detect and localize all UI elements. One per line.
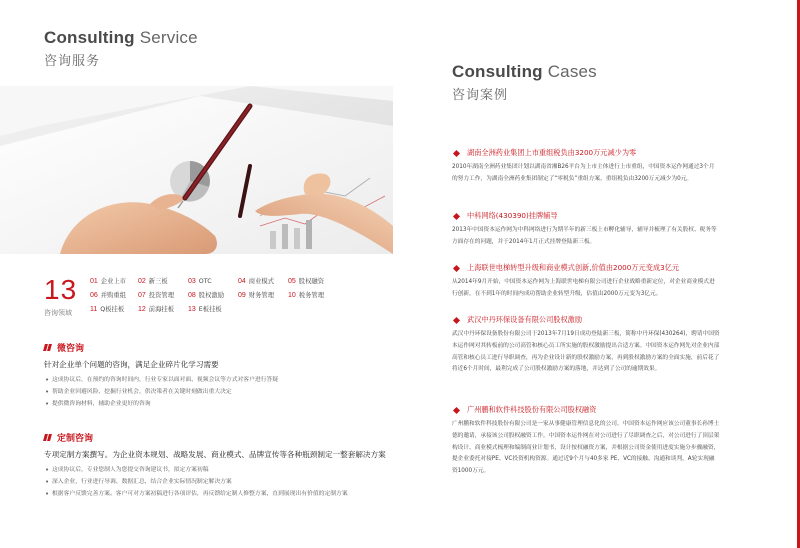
service-heading [44, 28, 198, 69]
fields-caption: 咨询领域 [44, 309, 72, 317]
field-label: 新三板 [148, 278, 168, 285]
custom-consulting-list [44, 464, 394, 500]
list-item: • 这成协议后，在预约的咨询时间内，行业专家以面对面、视频会议等方式对客户进行答疑 [44, 374, 394, 386]
field-label: 并购重组 [100, 292, 126, 299]
case-body: 武汉中丹环保设备股份有限公司于2013年7月19日成功登陆新三板，简称中丹环保(430264)，聘请中国资本运作网对其转板前的公司高管和核心员工所实施的股权激励提出合适方案。中国资本运作网先对企业内部高管和核心员工进行导职调查，再为企业设计新的股权激励方案，再到股权激励方案的全面实施，前后花了将近6个月时间，最利完成了公司股权激励方案的落地，并达到了公司的逾期效果。 [452, 331, 720, 373]
fields-count: 13 [44, 274, 78, 305]
case-body: 广州鹏和软件科技股份有限公司是一家从事健康管理信息化的公司。中国资本运作网应该公司董事长孙博士德的邀请，承接该公司股权融资工作。中国资本运作网在对公司进行了尽职调查之后，对公司进行了顶层架构设计、商业模式梳理和编制商业计划书，设计按权融资方案，并根据公司资金使用进度实施分步骤融资，提企业委托对接PE、VC投资机构资源。通过近9个月与40多家 PE、VC的接触、沟通和谈判，A轮实现融资1000万元。 [452, 421, 720, 475]
field-item [288, 291, 338, 301]
list-item: • 提供微咨询材料，辅助企业更好的咨询 [44, 398, 394, 410]
service-title-en-bold: Consulting [44, 28, 135, 47]
custom-consulting-section [44, 430, 394, 500]
field-num: 03 [188, 278, 196, 285]
field-num: 05 [288, 278, 296, 285]
case-body: 从2014年9月开始，中国资本运作网为上海联世电梯有限公司进行企业战略重新定位，对企业商业模式进行创新，在不到1年的时间内成功帮助企业转型升级，估值由2000万元变为3亿元。 [452, 279, 715, 297]
case-title: 武汉中丹环保设备有限公司股权激励 [467, 315, 583, 324]
field-label: 投资管理 [148, 292, 174, 299]
micro-consulting-title: 微咨询 [57, 343, 85, 354]
quote-icon [44, 433, 53, 442]
cases-title-en-light: Cases [542, 62, 597, 81]
custom-consulting-header [44, 430, 394, 444]
custom-consulting-title: 定制咨询 [57, 433, 94, 444]
field-label: 商业模式 [248, 278, 274, 285]
micro-consulting-header [44, 340, 394, 354]
business-photo [0, 86, 393, 254]
field-num: 04 [238, 278, 246, 285]
diamond-bullet-icon [453, 212, 460, 219]
field-item [288, 277, 338, 287]
field-label: 前海挂板 [148, 306, 174, 313]
hands-with-pen-illustration [0, 86, 393, 254]
field-num: 06 [90, 292, 98, 299]
field-label: OTC [198, 278, 212, 285]
field-label: 财务管理 [248, 292, 274, 299]
field-num: 10 [288, 292, 296, 299]
field-num: 01 [90, 278, 98, 285]
list-item: • 帮助企业回避风险、挖掘行业机会，供决策者在关键时刻做出重大决定 [44, 386, 394, 398]
cases-title-en [452, 62, 597, 82]
case-header [452, 404, 722, 416]
diamond-bullet-icon [453, 406, 460, 413]
field-num: 07 [138, 292, 146, 299]
case-item [452, 404, 722, 478]
case-title: 广州鹏和软件科技股份有限公司股权融资 [467, 405, 597, 414]
field-num: 09 [238, 292, 246, 299]
list-item: • 深入企业，行业进行导调、数据汇总，结合企业实际情况制定解决方案 [44, 476, 394, 488]
field-item [90, 305, 138, 315]
field-label: 企业上市 [100, 278, 126, 285]
fields-grid [90, 277, 338, 315]
field-num: 11 [90, 306, 98, 313]
field-item [188, 291, 238, 301]
field-item [90, 291, 138, 301]
case-title: 湖南全洲药业集团上市重组税负由3200万元减少为零 [467, 148, 637, 157]
micro-consulting-list [44, 374, 394, 410]
case-item [452, 147, 722, 186]
list-item: • 根据客户反馈完善方案。客户可对方案初稿进行各项评估，再反馈给定制人修整方案，直到展现出有价值的定制方案 [44, 488, 394, 500]
case-title: 上海联世电梯转型升级和商业模式创新,价值由2000万元变成3亿元 [467, 263, 680, 272]
field-item [90, 277, 138, 287]
case-header [452, 314, 722, 326]
field-num: 02 [138, 278, 146, 285]
case-item [452, 314, 722, 376]
field-item [188, 305, 238, 315]
cases-heading [452, 62, 597, 103]
service-title-cn: 咨询服务 [44, 54, 101, 69]
case-item [452, 262, 722, 301]
field-item [138, 291, 188, 301]
field-label: 股权融资 [298, 278, 324, 285]
cases-title-cn: 咨询案例 [452, 88, 509, 103]
diamond-bullet-icon [453, 264, 460, 271]
diamond-bullet-icon [453, 149, 460, 156]
field-label: 股权激励 [198, 292, 224, 299]
field-item [238, 291, 288, 301]
field-label: 税务管理 [298, 292, 324, 299]
field-num: 13 [188, 306, 196, 313]
service-title-en [44, 28, 198, 48]
case-header [452, 147, 722, 159]
field-label: E板挂板 [198, 306, 222, 313]
field-num: 12 [138, 306, 146, 313]
field-item [138, 305, 188, 315]
field-item [238, 277, 288, 287]
case-title: 中科网络(430390)挂牌辅导 [467, 211, 558, 220]
case-header [452, 262, 722, 274]
case-header [452, 210, 722, 222]
consulting-fields [44, 276, 394, 318]
micro-consulting-section [44, 340, 394, 410]
micro-consulting-subtitle: 针对企业单个问题的咨询，满足企业碎片化学习需要 [44, 360, 219, 369]
list-item: • 这成协议后，专业您制人为您提交咨询建议书，拟定方案初稿 [44, 464, 394, 476]
field-item [138, 277, 188, 287]
case-body: 2013年中国资本运作网为中科网络进行为期半年的新三板上市孵化辅导，辅导并梳理了有关股权、税务等方面存在的问题，并于2014年1月正式挂牌登陆新三板。 [452, 227, 717, 245]
field-label: Q板挂板 [100, 306, 125, 313]
quote-icon [44, 343, 53, 352]
case-body: 2010年湖南全洲药业集团计划以湖南省湘B26平台为上市主体进行上市重组，中国资本运作网通过3个月的努力工作，为湖南全洲药业集团制定了“零税负”重组方案，重组税负由3200万元减少为0元。 [452, 164, 715, 182]
field-item [188, 277, 238, 287]
cases-title-en-bold: Consulting [452, 62, 543, 81]
case-item [452, 210, 722, 249]
service-title-en-light: Service [134, 28, 198, 47]
field-num: 08 [188, 292, 196, 299]
custom-consulting-subtitle: 专项定制方案撰写。为企业资本规划、战略发展、商业模式、品牌宣传等各种瓶颈制定一整套解决方案 [44, 450, 386, 459]
diamond-bullet-icon [453, 316, 460, 323]
